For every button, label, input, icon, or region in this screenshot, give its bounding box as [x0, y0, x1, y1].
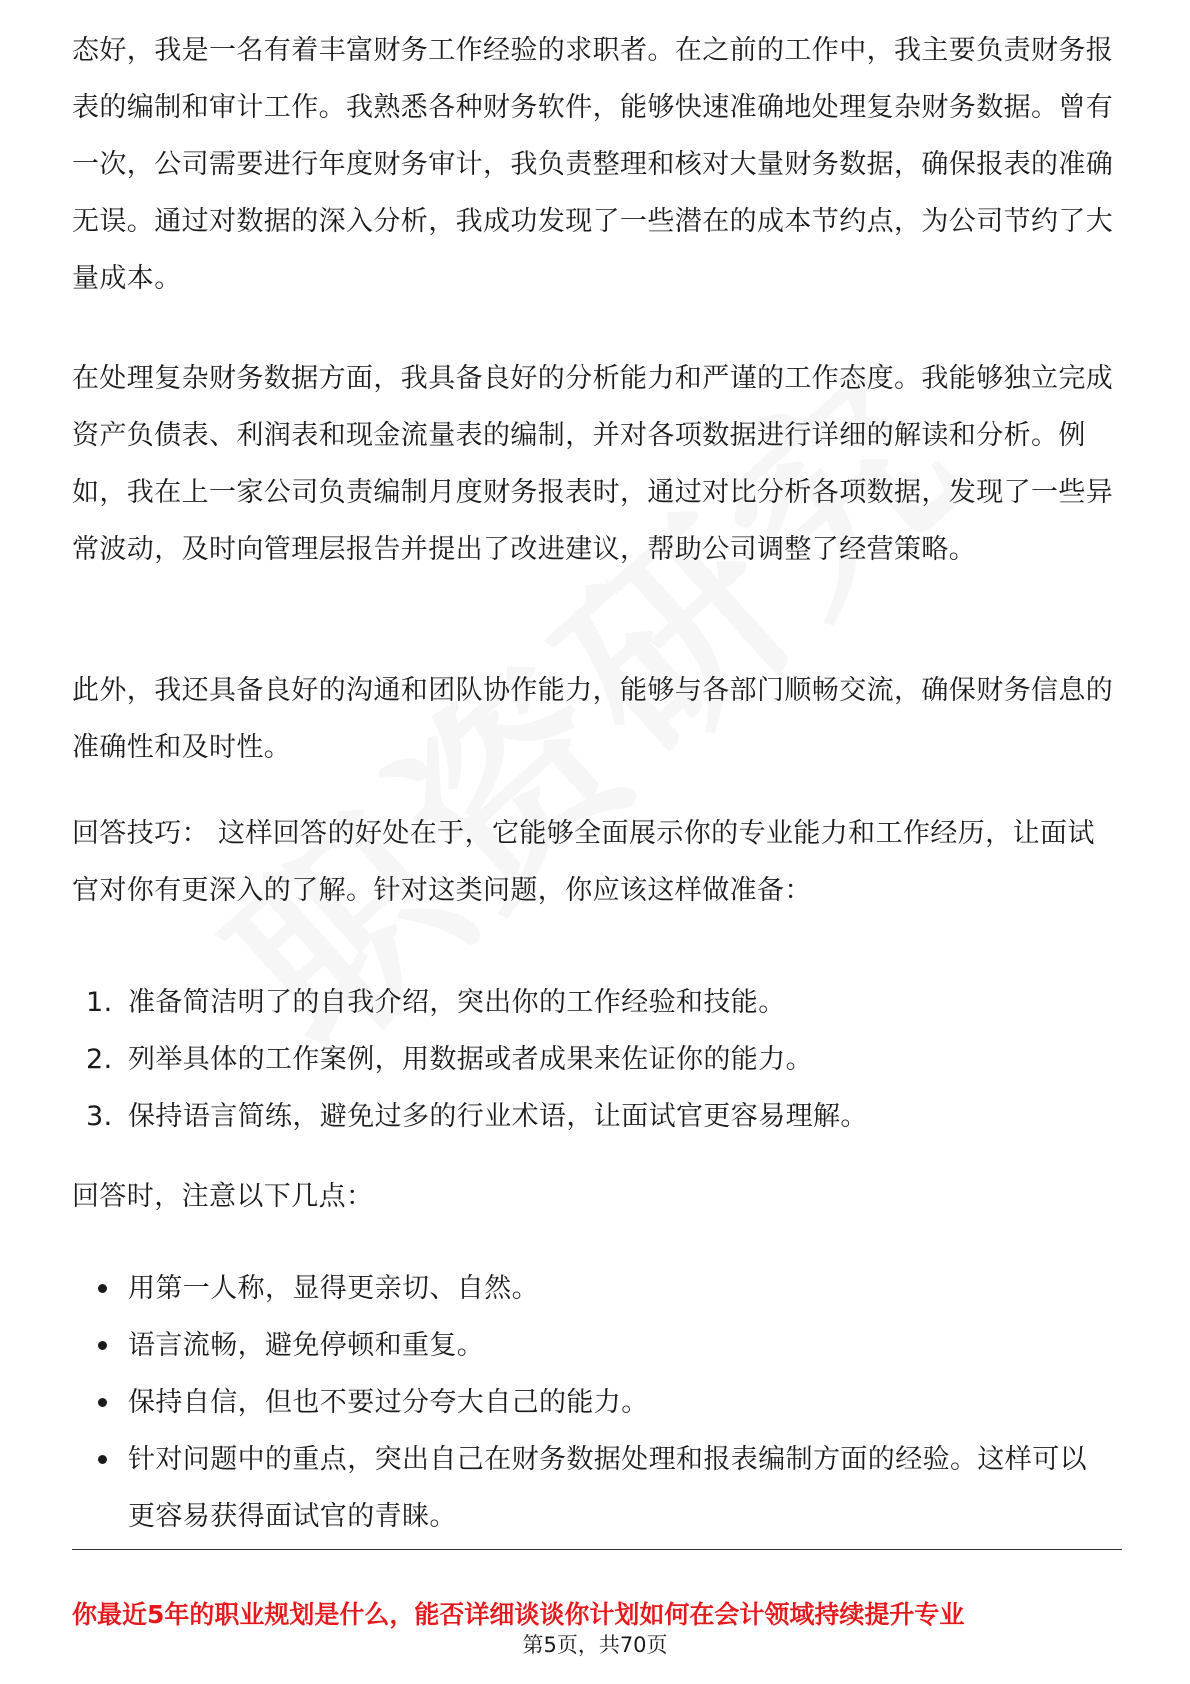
bullet-icon	[98, 1284, 107, 1293]
list-number: 1.	[86, 987, 113, 1018]
list-item	[98, 1260, 1098, 1317]
list-item	[86, 974, 1086, 1031]
list-item-text: 列举具体的工作案例，用数据或者成果来佐证你的能力。	[128, 1044, 813, 1075]
bullet-icon	[98, 1341, 107, 1350]
list-item	[86, 1031, 1086, 1088]
next-question-heading: 你最近5年的职业规划是什么，能否详细谈谈你计划如何在会计领域持续提升专业	[72, 1600, 965, 1629]
notes-list	[98, 1260, 1098, 1545]
list-number: 2.	[86, 1044, 113, 1075]
list-number: 3.	[86, 1101, 113, 1132]
list-item-text: 保持语言简练，避免过多的行业术语，让面试官更容易理解。	[128, 1101, 868, 1132]
list-item	[86, 1088, 1086, 1145]
list-item	[98, 1317, 1098, 1374]
paragraph-answer-tips: 回答技巧： 这样回答的好处在于，它能够全面展示你的专业能力和工作经历，让面试官对你有更深入的了解。针对这类问题，你应该这样做准备：	[72, 818, 1095, 906]
paragraph-experience: 态好，我是一名有着丰富财务工作经验的求职者。在之前的工作中，我主要负责财务报表的编制和审计工作。我熟悉各种财务软件，能够快速准确地处理复杂财务数据。曾有一次，公司需要进行年度财务审计，我负责整理和核对大量财务数据，确保报表的准确无误。通过对数据的深入分析，我成功发现了一些潜在的成本节约点，为公司节约了大量成本。	[72, 35, 1114, 294]
paragraph-communication: 此外，我还具备良好的沟通和团队协作能力，能够与各部门顺畅交流，确保财务信息的准确性和及时性。	[72, 675, 1114, 763]
list-item-text: 保持自信，但也不要过分夸大自己的能力。	[128, 1387, 649, 1418]
paragraph-analysis: 在处理复杂财务数据方面，我具备良好的分析能力和严谨的工作态度。我能够独立完成资产负债表、利润表和现金流量表的编制，并对各项数据进行详细的解读和分析。例如，我在上一家公司负责编制月度财务报表时，通过对比分析各项数据，发现了一些异常波动，及时向管理层报告并提出了改进建议，帮助公司调整了经营策略。	[72, 363, 1114, 565]
section-divider	[72, 1549, 1122, 1550]
list-item	[98, 1374, 1098, 1431]
preparation-list	[86, 974, 1086, 1145]
list-item	[98, 1431, 1098, 1545]
paragraph-notes-heading: 回答时，注意以下几点：	[72, 1181, 374, 1212]
page-number: 第5页，共70页	[522, 1633, 668, 1657]
list-item-text: 用第一人称，显得更亲切、自然。	[128, 1273, 539, 1304]
bullet-icon	[98, 1455, 107, 1464]
bullet-icon	[98, 1398, 107, 1407]
list-item-text: 语言流畅，避免停顿和重复。	[128, 1330, 485, 1361]
list-item-text: 针对问题中的重点，突出自己在财务数据处理和报表编制方面的经验。这样可以更容易获得面试官的青睐。	[128, 1444, 1087, 1532]
list-item-text: 准备简洁明了的自我介绍，突出你的工作经验和技能。	[128, 987, 786, 1018]
